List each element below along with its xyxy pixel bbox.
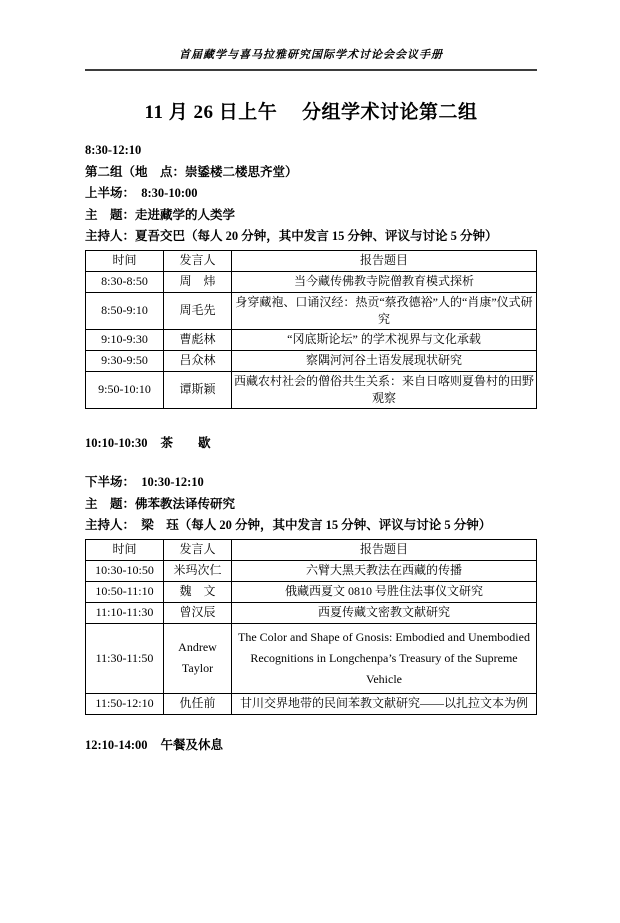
talk-speaker: 曹彪林	[164, 329, 232, 350]
column-header-title: 报告题目	[232, 539, 537, 560]
talk-time: 9:50-10:10	[86, 371, 164, 408]
document-page	[0, 46, 620, 923]
lunch-label: 午餐及休息	[160, 737, 224, 752]
talk-time: 10:50-11:10	[86, 581, 164, 602]
second-half-topic: 主 题：佛苯教法译传研究	[85, 496, 236, 511]
second-half-chair: 主持人： 梁 珏（每人 20 分钟，其中发言 15 分钟、评议与讨论 5 分钟）	[85, 518, 492, 532]
talk-time: 8:30-8:50	[86, 271, 164, 292]
talk-time: 11:50-12:10	[86, 693, 164, 714]
talk-title: 俄藏西夏文 0810 号胜住法事仪文研究	[232, 581, 537, 602]
talk-time: 11:30-11:50	[86, 623, 164, 693]
talk-time: 10:30-10:50	[86, 560, 164, 581]
talk-time: 9:30-9:50	[86, 350, 164, 371]
column-header-time: 时间	[86, 539, 164, 560]
talk-speaker: 米玛次仁	[164, 560, 232, 581]
talk-speaker	[164, 623, 232, 693]
talk-title: “冈底斯论坛” 的学术视界与文化承载	[232, 329, 537, 350]
tea-break-line	[85, 433, 537, 455]
talk-speaker-line-1: Andrew	[178, 640, 217, 654]
first-half-label: 上半场： 8:30-10:00	[85, 186, 198, 200]
talk-speaker: 周毛先	[164, 292, 232, 329]
table-row	[86, 602, 537, 623]
talk-speaker: 周 炜	[164, 271, 232, 292]
table-row	[86, 560, 537, 581]
talk-title: 六臂大黑天教法在西藏的传播	[232, 560, 537, 581]
talk-time: 11:10-11:30	[86, 602, 164, 623]
page-title: 11 月 26 日上午 分组学术讨论第二组	[144, 102, 478, 123]
tea-break-time: 10:10-10:30	[85, 435, 148, 450]
talk-title: 甘川交界地带的民间苯教文献研究——以扎拉文本为例	[232, 693, 537, 714]
first-half-topic: 主 题：走进藏学的人类学	[85, 207, 236, 222]
talk-speaker: 魏 文	[164, 581, 232, 602]
schedule-table-first-half	[85, 250, 537, 409]
table-header-row	[86, 539, 537, 560]
talk-speaker: 谭斯颖	[164, 371, 232, 408]
table-row	[86, 329, 537, 350]
table-header-row	[86, 250, 537, 271]
talk-speaker: 曾汉辰	[164, 602, 232, 623]
second-half-label: 下半场： 10:30-12:10	[85, 475, 204, 489]
schedule-table-second-half	[85, 539, 537, 715]
talk-title	[232, 623, 537, 693]
talk-title: 西藏农村社会的僧俗共生关系：来自日喀则夏鲁村的田野观察	[232, 371, 537, 408]
column-header-speaker: 发言人	[164, 250, 232, 271]
talk-title: 西夏传藏文密教文献研究	[232, 602, 537, 623]
table-row	[86, 292, 537, 329]
column-header-title: 报告题目	[232, 250, 537, 271]
lunch-break-line	[85, 735, 537, 757]
document-header: 首届藏学与喜马拉雅研究国际学术讨论会会议手册	[85, 46, 537, 71]
talk-speaker: 仇任前	[164, 693, 232, 714]
column-header-speaker: 发言人	[164, 539, 232, 560]
talk-title: 察隅河河谷土语发展现状研究	[232, 350, 537, 371]
talk-speaker-line-2: Taylor	[181, 661, 214, 675]
session-time-range: 8:30-12:10	[85, 143, 142, 157]
talk-title: 身穿藏袍、口诵汉经：热贡“蔡孜德裕”人的“肖康”仪式研究	[232, 292, 537, 329]
talk-title-line-1: The Color and Shape of Gnosis: Embodied and Unembodied	[238, 629, 530, 644]
lunch-time: 12:10-14:00	[85, 737, 148, 752]
group-location: 第二组（地 点：崇鋈楼二楼思齐堂）	[85, 164, 298, 179]
talk-speaker: 吕众林	[164, 350, 232, 371]
talk-time: 8:50-9:10	[86, 292, 164, 329]
table-row	[86, 693, 537, 714]
talk-title: 当今藏传佛教寺院僧教育模式探析	[232, 271, 537, 292]
table-row	[86, 623, 537, 693]
table-row	[86, 371, 537, 408]
table-row	[86, 271, 537, 292]
session-info-block	[85, 140, 537, 248]
second-half-info-block	[85, 472, 537, 537]
talk-time: 9:10-9:30	[86, 329, 164, 350]
table-row	[86, 581, 537, 602]
column-header-time: 时间	[86, 250, 164, 271]
first-half-chair: 主持人：夏吾交巴（每人 20 分钟，其中发言 15 分钟、评议与讨论 5 分钟）	[85, 229, 498, 243]
talk-title-line-2: Recognitions in Longchenpa’s Treasury of the Supreme Vehicle	[250, 650, 518, 686]
table-row	[86, 350, 537, 371]
tea-break-label: 茶 歇	[160, 435, 211, 450]
